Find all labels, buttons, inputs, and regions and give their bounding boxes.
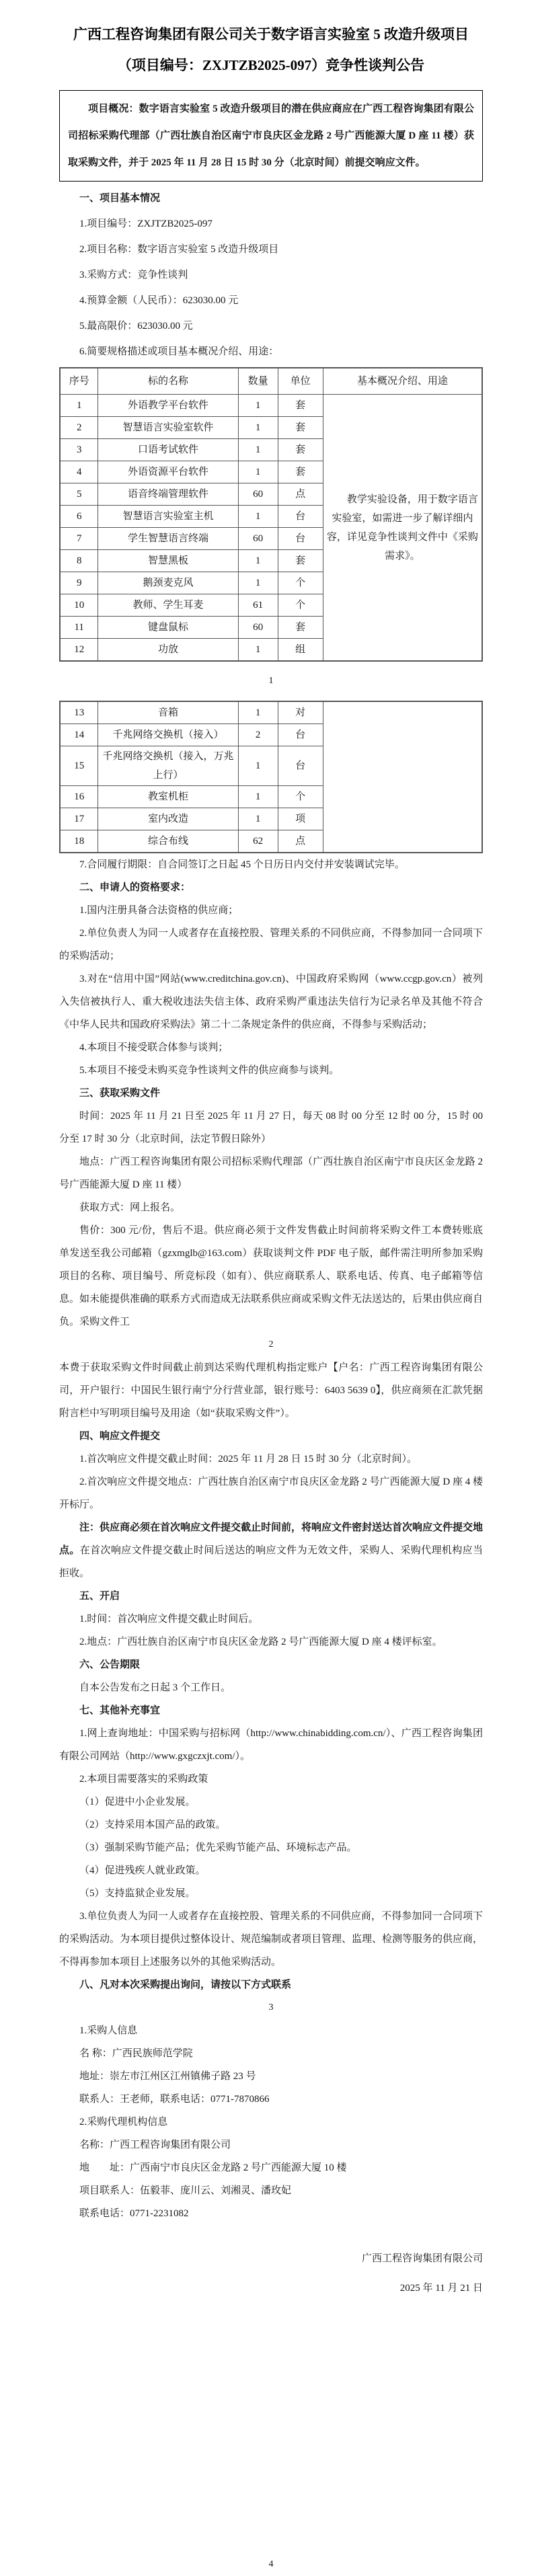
cell-unit: 点: [278, 483, 323, 506]
cell-no: 5: [60, 483, 98, 506]
cell-name: 智慧黑板: [98, 550, 238, 572]
cell-name: 外语资源平台软件: [98, 461, 238, 483]
cell-qty: 62: [238, 830, 278, 853]
cell-unit: 套: [278, 417, 323, 439]
title-line2: （项目编号：ZXJTZB2025-097）竞争性谈判公告: [117, 57, 425, 73]
response-note-bold: 注：供应商必须在首次响应文件提交截止时间前，将响应文件密封送达首次响应文件提交地点。: [59, 1522, 484, 1556]
purchaser-name: 名 称：广西民族师范学院: [79, 2048, 193, 2059]
cell-name: 智慧语言实验室主机: [98, 506, 238, 528]
cell-no: 18: [60, 830, 98, 853]
cell-qty: 61: [238, 594, 278, 617]
document-price-continued: 本费于获取采购文件时间截止前到达采购代理机构指定账户【户名：广西工程咨询集团有限公司，开户银行：中国民生银行南宁分行营业部，银行账号：6403 5639 0】，供应商须在汇款凭据附言栏中写明项目编号及用途（如“获取采购文件”）。: [59, 1362, 483, 1419]
page-number-3: 3: [268, 2002, 274, 2013]
page-number-1: 1: [268, 676, 274, 686]
cell-no: 1: [60, 395, 98, 417]
online-query-address: 1.网上查询地址：中国采购与招标网（http://www.chinabidding.com.cn/）、广西工程咨询集团有限公司网站（http://www.gxgczxjt.com/）。: [59, 1728, 483, 1762]
cell-unit: 台: [278, 528, 323, 550]
page-number-2: 2: [268, 1339, 274, 1350]
page-title: [59, 19, 483, 81]
cell-no: 13: [60, 701, 98, 724]
policy-item: （1）促进中小企业发展。: [79, 1797, 196, 1807]
cell-qty: 1: [238, 786, 278, 808]
qualification-item: 2.单位负责人为同一人或者存在直接控股、管理关系的不同供应商，不得参加同一合同项下的采购活动；: [59, 928, 483, 962]
section-3-heading: 三、获取采购文件: [79, 1088, 161, 1099]
cell-no: 2: [60, 417, 98, 439]
cell-unit: 套: [278, 550, 323, 572]
purchaser-info-title: 1.采购人信息: [79, 2025, 138, 2036]
signature-block: [59, 2244, 483, 2303]
cell-qty: 2: [238, 724, 278, 746]
cell-unit: 台: [278, 724, 323, 746]
section-5-heading: 五、开启: [79, 1591, 120, 1602]
opening-place: 2.地点：广西壮族自治区南宁市良庆区金龙路 2 号广西能源大厦 D 座 4 楼评标室。: [79, 1637, 443, 1647]
table-body-part2: [60, 701, 482, 853]
document-method: 获取方式：网上报名。: [79, 1202, 181, 1213]
procurement-method: 3.采购方式：竞争性谈判: [79, 270, 188, 280]
cell-unit: 个: [278, 786, 323, 808]
cell-name: 综合布线: [98, 830, 238, 853]
section-7-heading: 七、其他补充事宜: [79, 1705, 161, 1716]
cell-name: 学生智慧语言终端: [98, 528, 238, 550]
section-6-heading: 六、公告期限: [79, 1660, 141, 1670]
section-2-heading: 二、申请人的资格要求：: [79, 882, 191, 893]
project-number: 1.项目编号：ZXJTZB2025-097: [79, 219, 213, 229]
qualification-item: 5.本项目不接受未购买竞争性谈判文件的供应商参与谈判。: [79, 1065, 340, 1076]
cell-name: 音箱: [98, 701, 238, 724]
opening-time: 1.时间：首次响应文件提交截止时间后。: [79, 1614, 259, 1625]
cell-qty: 1: [238, 395, 278, 417]
section-8-heading: 八、凡对本次采购提出询问，请按以下方式联系: [79, 1980, 292, 1990]
document-place: 地点：广西工程咨询集团有限公司招标采购代理部（广西壮族自治区南宁市良庆区金龙路 2 号广西能源大厦 D 座 11 楼）: [59, 1157, 483, 1190]
cell-name: 教师、学生耳麦: [98, 594, 238, 617]
cell-name: 室内改造: [98, 808, 238, 830]
document-body: [59, 853, 483, 2225]
cell-qty: 1: [238, 639, 278, 662]
response-deadline: 1.首次响应文件提交截止时间：2025 年 11 月 28 日 15 时 30 分（北京时间）。: [79, 1454, 417, 1465]
cell-qty: 1: [238, 808, 278, 830]
cell-qty: 1: [238, 417, 278, 439]
cell-qty: 60: [238, 617, 278, 639]
cell-unit: 台: [278, 746, 323, 786]
project-name: 2.项目名称：数字语言实验室 5 改造升级项目: [79, 244, 279, 255]
cell-unit: 个: [278, 572, 323, 594]
cell-qty: 1: [238, 746, 278, 786]
cell-name: 外语教学平台软件: [98, 395, 238, 417]
table-row: [60, 395, 482, 417]
qualification-item: 4.本项目不接受联合体参与谈判；: [79, 1042, 229, 1053]
cell-unit: 点: [278, 830, 323, 853]
response-place: 2.首次响应文件提交地点：广西壮族自治区南宁市良庆区金龙路 2 号广西能源大厦 D 座 4 楼开标厅。: [59, 1477, 483, 1510]
cell-no: 16: [60, 786, 98, 808]
col-header-no: 序号: [60, 368, 98, 395]
cell-unit: 台: [278, 506, 323, 528]
budget-amount: 4.预算金额（人民币）：623030.00 元: [79, 295, 239, 306]
announcement-period: 自本公告发布之日起 3 个工作日。: [79, 1682, 231, 1693]
cell-unit: 组: [278, 639, 323, 662]
cell-no: 4: [60, 461, 98, 483]
cell-qty: 1: [238, 550, 278, 572]
cell-unit: 项: [278, 808, 323, 830]
table-row: [60, 701, 482, 724]
cell-name: 智慧语言实验室软件: [98, 417, 238, 439]
procurement-policy-label: 2.本项目需要落实的采购政策: [79, 1774, 208, 1785]
project-overview-box: 项目概况：数字语言实验室 5 改造升级项目的潜在供应商应在广西工程咨询集团有限公司招标采购代理部（广西壮族自治区南宁市良庆区金龙路 2 号广西能源大厦 D 座 11 楼）获取采购文件，并于 2025 年 11 月 28 日 15 时 30 分（北京时间）前提交响应文件。: [59, 90, 483, 182]
agency-name: 名称：广西工程咨询集团有限公司: [79, 2140, 231, 2150]
signature-company: 广西工程咨询集团有限公司: [361, 2253, 483, 2264]
cell-no: 12: [60, 639, 98, 662]
qualification-item: 3.对在“信用中国”网站(www.creditchina.gov.cn)、中国政府采购网（www.ccgp.gov.cn）被列入失信被执行人、重大税收违法失信主体、政府采购严重违法失信行为记录名单及其他不符合《中华人民共和国政府采购法》第二十二条规定条件的供应商，不得参与采购活动；: [59, 974, 483, 1030]
cell-no: 14: [60, 724, 98, 746]
cell-name: 键盘鼠标: [98, 617, 238, 639]
policy-item: （5）支持监狱企业发展。: [79, 1888, 196, 1899]
qualification-item: 1.国内注册具备合法资格的供应商；: [79, 905, 239, 916]
cell-qty: 1: [238, 572, 278, 594]
cell-name: 口语考试软件: [98, 439, 238, 461]
purchaser-contact: 联系人：王老师，联系电话：0771-7870866: [79, 2094, 270, 2105]
cell-qty: 1: [238, 701, 278, 724]
cell-name: 鹅颈麦克风: [98, 572, 238, 594]
cell-unit: 套: [278, 461, 323, 483]
policy-item: （4）促进残疾人就业政策。: [79, 1865, 206, 1876]
cell-unit: 套: [278, 439, 323, 461]
document-time: 时间：2025 年 11 月 21 日至 2025 年 11 月 27 日，每天 08 时 00 分至 12 时 00 分，15 时 00 分至 17 时 30 分（北京时间，法定节假日除外）: [59, 1111, 483, 1144]
agency-address: 地 址：广西南宁市良庆区金龙路 2 号广西能源大厦 10 楼: [79, 2162, 347, 2173]
agency-contact: 项目联系人：伍毅菲、庞川云、刘湘灵、潘玫妃: [79, 2185, 292, 2196]
page-number-4: 4: [268, 2559, 274, 2569]
cell-no: 7: [60, 528, 98, 550]
cell-no: 6: [60, 506, 98, 528]
agency-phone: 联系电话：0771-2231082: [79, 2208, 189, 2219]
items-table-part2: [59, 701, 483, 853]
cell-usage-note: 教学实验设备，用于数字语言实验室，如需进一步了解详细内容，详见竞争性谈判文件中《采购需求》。: [323, 395, 482, 662]
cell-qty: 1: [238, 506, 278, 528]
cell-no: 9: [60, 572, 98, 594]
cell-no: 11: [60, 617, 98, 639]
cell-no: 3: [60, 439, 98, 461]
title-line1: 广西工程咨询集团有限公司关于数字语言实验室 5 改造升级项目: [73, 26, 469, 42]
cell-no: 10: [60, 594, 98, 617]
col-header-note: 基本概况介绍、用途: [323, 368, 482, 395]
cell-name: 功放: [98, 639, 238, 662]
cell-qty: 1: [238, 439, 278, 461]
cell-name: 语音终端管理软件: [98, 483, 238, 506]
cell-qty: 60: [238, 483, 278, 506]
cell-qty: 1: [238, 461, 278, 483]
cell-name: 千兆网络交换机（接入）: [98, 724, 238, 746]
table-header-row: [60, 368, 482, 395]
cell-unit: 套: [278, 395, 323, 417]
contract-period: 7.合同履行期限：自合同签订之日起 45 个日历日内交付并安装调试完毕。: [79, 859, 405, 870]
cell-no: 17: [60, 808, 98, 830]
cell-usage-note: [323, 701, 482, 853]
supplier-restriction: 3.单位负责人为同一人或者存在直接控股、管理关系的不同供应商，不得参加同一合同项下的采购活动。为本项目提供过整体设计、规范编制或者项目管理、监理、检测等服务的供应商，不得再参加本项目上述服务以外的其他采购活动。: [59, 1911, 484, 1967]
cell-no: 15: [60, 746, 98, 786]
spec-intro-label: 6.简要规格描述或项目基本概况介绍、用途：: [79, 346, 279, 357]
document-price: 售价：300 元/份，售后不退。供应商必须于文件发售截止时间前将采购文件工本费转账底单发送至我公司邮箱（gzxmglb@163.com）获取谈判文件 PDF 电子版，邮件需注明所参加采购项目的名称、项目编号、所竞标段（如有）、供应商联系人、联系电话、传真、电子邮箱等信息。如未能提供准确的联系方式而造成无法联系供应商或采购文件无法送达的，后果由供应商自负。采购文件工: [59, 1225, 484, 1327]
response-note-rest: 在首次响应文件提交截止时间后送达的响应文件为无效文件，采购人、采购代理机构应当拒收。: [59, 1545, 483, 1579]
response-note: [59, 1516, 483, 1585]
signature-date: 2025 年 11 月 21 日: [399, 2283, 483, 2294]
col-header-name: 标的名称: [98, 368, 238, 395]
price-ceiling: 5.最高限价：623030.00 元: [79, 321, 193, 331]
cell-unit: 套: [278, 617, 323, 639]
cell-unit: 个: [278, 594, 323, 617]
policy-item: （2）支持采用本国产品的政策。: [79, 1820, 226, 1830]
col-header-qty: 数量: [238, 368, 278, 395]
table-body-part1: [60, 395, 482, 662]
cell-name: 教室机柜: [98, 786, 238, 808]
cell-name: 千兆网络交换机（接入，万兆上行）: [98, 746, 238, 786]
cell-qty: 60: [238, 528, 278, 550]
section-4-heading: 四、响应文件提交: [79, 1431, 161, 1442]
cell-no: 8: [60, 550, 98, 572]
purchaser-address: 地址：崇左市江州区江州镇佛子路 23 号: [79, 2071, 256, 2082]
section-1-heading: 一、项目基本情况: [79, 193, 161, 204]
items-table-part1: [59, 367, 483, 662]
policy-item: （3）强制采购节能产品；优先采购节能产品、环境标志产品。: [79, 1842, 357, 1853]
agency-info-title: 2.采购代理机构信息: [79, 2117, 168, 2128]
col-header-unit: 单位: [278, 368, 323, 395]
cell-unit: 对: [278, 701, 323, 724]
